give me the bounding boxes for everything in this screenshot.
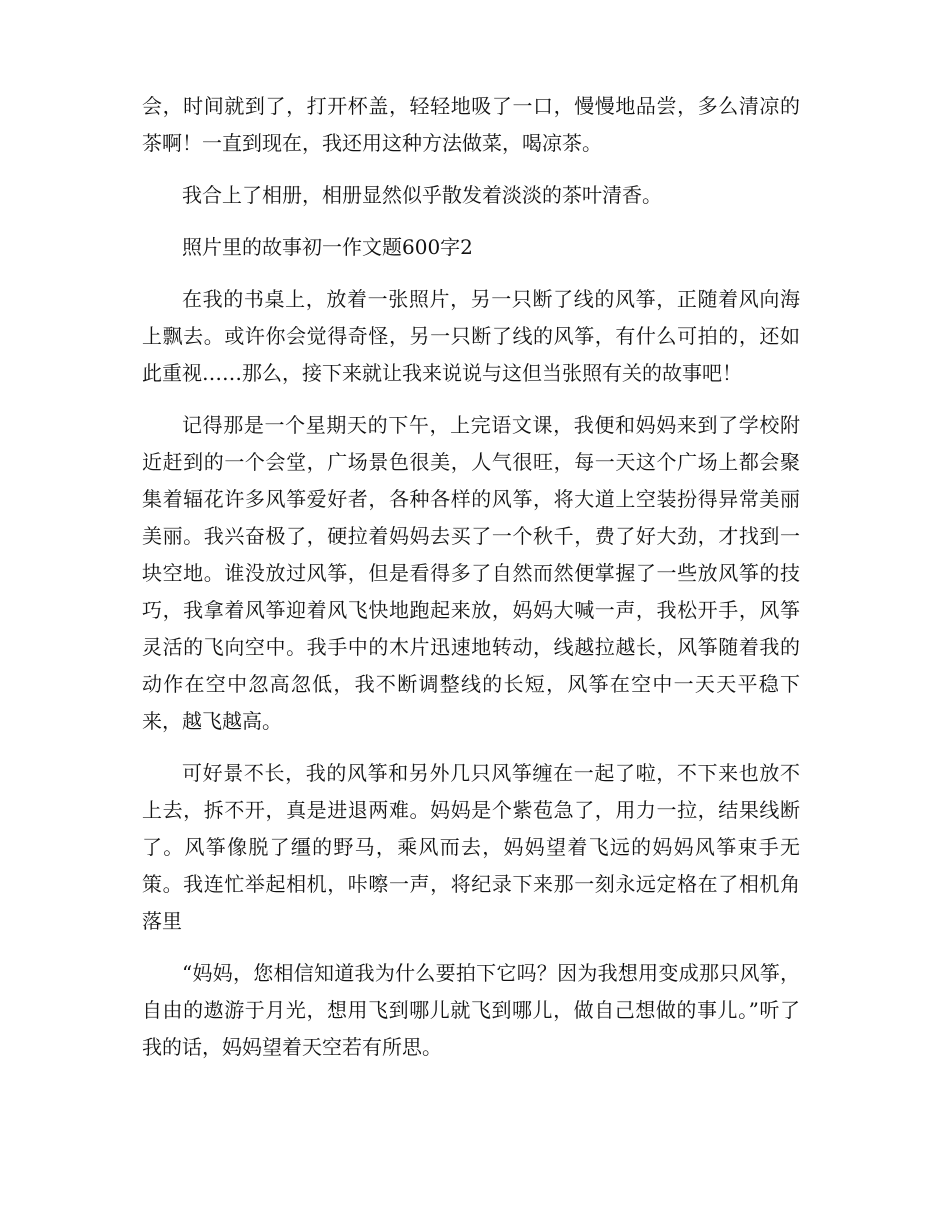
- essay-heading: 照片里的故事初一作文题600字2: [182, 235, 473, 259]
- document-body: [142, 88, 800, 1081]
- paragraph-intro: 在我的书桌上，放着一张照片，另一只断了线的风筝，正随着风向海上飘去。或许你会觉得奇怪，另一只断了线的风筝，有什么可拍的，还如此重视……那么，接下来就让我来说说与这但当张照有关的故事吧！: [142, 287, 800, 385]
- paragraph-dialogue: “妈妈，您相信知道我为什么要拍下它吗？因为我想用变成那只风筝，自由的遨游于月光，想用飞到哪儿就飞到哪儿，做自己想做的事儿。”听了我的话，妈妈望着天空若有所思。: [142, 961, 800, 1059]
- paragraph-album: 我合上了相册，相册显然似乎散发着淡淡的茶叶清香。: [182, 183, 662, 207]
- paragraph-sunday: 记得那是一个星期天的下午，上完语文课，我便和妈妈来到了学校附近赶到的一个会堂，广场景色很美，人气很旺，每一天这个广场上都会聚集着辐花许多风筝爱好者，各种各样的风筝，将大道上空装扮得异常美丽美丽。我兴奋极了，硬拉着妈妈去买了一个秋千，费了好大劲，才找到一块空地。谁没放过风筝，但是看得多了自然而然便掌握了一些放风筝的技巧，我拿着风筝迎着风飞快地跑起来放，妈妈大喊一声，我松开手，风筝灵活的飞向空中。我手中的木片迅速地转动，线越拉越长，风筝随着我的动作在空中忽高忽低，我不断调整线的长短，风筝在空中一天天平稳下来，越飞越高。: [142, 413, 800, 733]
- paragraph-tangled-kite: 可好景不长，我的风筝和另外几只风筝缠在一起了啦，不下来也放不上去，拆不开，真是进退两难。妈妈是个紫苞急了，用力一拉，结果线断了。风筝像脱了缰的野马，乘风而去，妈妈望着飞远的妈妈风筝束手无策。我连忙举起相机，咔嚓一声，将纪录下来那一刻永远定格在了相机角落里: [142, 761, 800, 933]
- paragraph-continuation: 会，时间就到了，打开杯盖，轻轻地吸了一口，慢慢地品尝，多么清凉的茶啊！一直到现在，我还用这种方法做菜，喝凉茶。: [142, 94, 800, 155]
